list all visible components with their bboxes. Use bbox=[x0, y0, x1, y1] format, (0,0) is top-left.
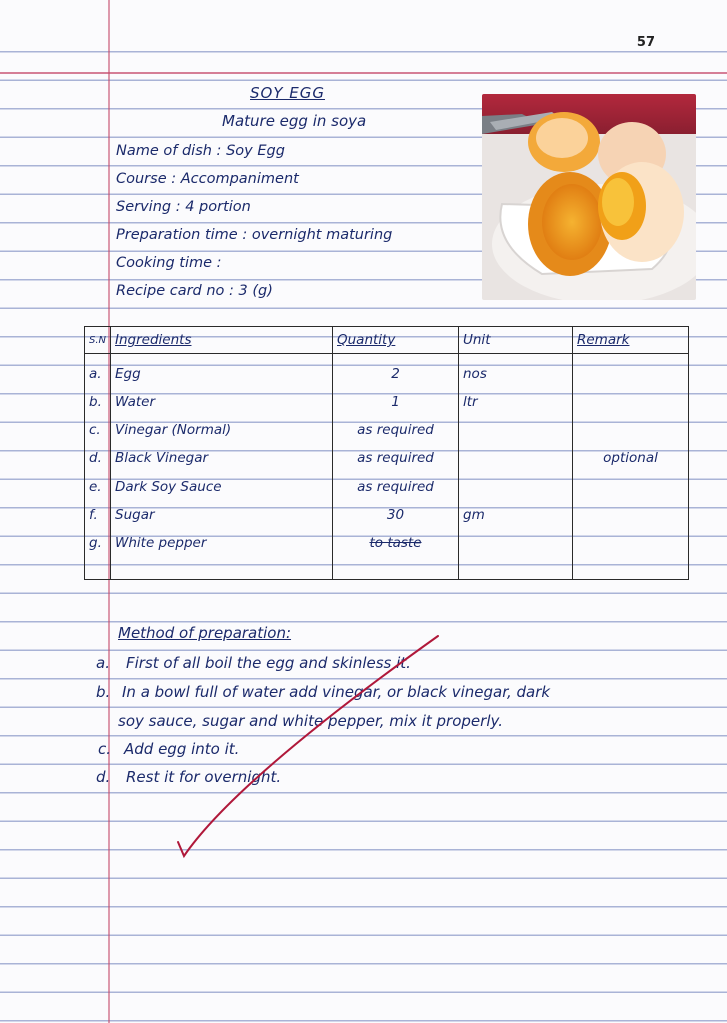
method-step-text: In a bowl full of water add vinegar, or black vinegar, dark bbox=[122, 683, 551, 701]
method-step-text: First of all boil the egg and skinless it. bbox=[126, 654, 411, 672]
info-label: Preparation time bbox=[116, 227, 238, 243]
row-quantity: as required bbox=[333, 410, 459, 438]
row-remark bbox=[573, 466, 689, 494]
info-course: Course : Accompaniment bbox=[116, 171, 299, 187]
row-unit bbox=[459, 523, 573, 551]
row-unit bbox=[459, 410, 573, 438]
info-value: Accompaniment bbox=[180, 171, 299, 187]
method-step-marker: d. bbox=[96, 768, 111, 786]
method-step-marker: a. bbox=[96, 654, 110, 672]
header-remark: Remark bbox=[573, 327, 689, 354]
table-row bbox=[85, 382, 689, 410]
row-remark: optional bbox=[573, 438, 689, 466]
page-title: SOY EGG bbox=[250, 84, 325, 102]
row-ingredient: Egg bbox=[111, 354, 333, 383]
row-remark bbox=[573, 495, 689, 523]
table-row bbox=[85, 466, 689, 494]
row-remark bbox=[573, 354, 689, 383]
method-step-continuation: soy sauce, sugar and white pepper, mix it properly. bbox=[118, 712, 503, 730]
table-row bbox=[85, 523, 689, 551]
info-name-of-dish: Name of dish : Soy Egg bbox=[116, 143, 285, 159]
row-ingredient: White pepper bbox=[111, 523, 333, 551]
row-sn: a. bbox=[85, 354, 111, 383]
row-quantity: 2 bbox=[333, 354, 459, 383]
ingredients-table bbox=[84, 326, 689, 580]
row-sn: d. bbox=[85, 438, 111, 466]
row-quantity: 1 bbox=[333, 382, 459, 410]
row-quantity: as required bbox=[333, 438, 459, 466]
row-sn: g. bbox=[85, 523, 111, 551]
table-row bbox=[85, 495, 689, 523]
row-quantity: as required bbox=[333, 466, 459, 494]
header-sn: S.N bbox=[85, 327, 111, 354]
row-ingredient: Water bbox=[111, 382, 333, 410]
row-ingredient: Sugar bbox=[111, 495, 333, 523]
table-row bbox=[85, 438, 689, 466]
row-sn: b. bbox=[85, 382, 111, 410]
info-serving: Serving : 4 portion bbox=[116, 199, 251, 215]
row-sn: c. bbox=[85, 410, 111, 438]
row-unit: gm bbox=[459, 495, 573, 523]
table-row bbox=[85, 354, 689, 383]
method-step-marker: b. bbox=[96, 683, 111, 701]
info-label: Cooking time bbox=[116, 255, 213, 271]
method-step-text: Add egg into it. bbox=[124, 740, 240, 758]
row-ingredient: Dark Soy Sauce bbox=[111, 466, 333, 494]
method-step-text: Rest it for overnight. bbox=[126, 768, 282, 786]
row-ingredient: Black Vinegar bbox=[111, 438, 333, 466]
header-quantity: Quantity bbox=[333, 327, 459, 354]
soy-egg-photo bbox=[482, 94, 696, 300]
header-unit: Unit bbox=[459, 327, 573, 354]
row-remark bbox=[573, 382, 689, 410]
row-remark bbox=[573, 410, 689, 438]
info-label: Name of dish bbox=[116, 143, 212, 159]
method-heading: Method of preparation: bbox=[118, 624, 292, 642]
info-recipe-card-no: Recipe card no : 3 (g) bbox=[116, 283, 273, 299]
row-quantity: 30 bbox=[333, 495, 459, 523]
table-header-row bbox=[85, 327, 689, 354]
row-unit: ltr bbox=[459, 382, 573, 410]
row-remark bbox=[573, 523, 689, 551]
info-value: 4 portion bbox=[185, 199, 251, 215]
info-label: Serving bbox=[116, 199, 172, 215]
row-sn: f. bbox=[85, 495, 111, 523]
header-ingredients: Ingredients bbox=[111, 327, 333, 354]
row-unit bbox=[459, 438, 573, 466]
soy-egg-illustration bbox=[482, 94, 696, 300]
row-ingredient: Vinegar (Normal) bbox=[111, 410, 333, 438]
table-row-blank bbox=[85, 551, 689, 580]
page-subtitle: Mature egg in soya bbox=[222, 112, 367, 130]
info-preparation-time: Preparation time : overnight maturing bbox=[116, 227, 393, 243]
info-cooking-time: Cooking time : bbox=[116, 255, 222, 271]
info-label: Course bbox=[116, 171, 167, 187]
row-sn: e. bbox=[85, 466, 111, 494]
info-value: 3 (g) bbox=[238, 283, 273, 299]
row-unit bbox=[459, 466, 573, 494]
checkmark-icon bbox=[176, 630, 446, 870]
method-step-marker: c. bbox=[98, 740, 112, 758]
info-value: Soy Egg bbox=[226, 143, 285, 159]
info-label: Recipe card no bbox=[116, 283, 225, 299]
info-value: overnight maturing bbox=[251, 227, 393, 243]
page-number: 57 bbox=[636, 35, 655, 50]
row-quantity: to taste bbox=[333, 523, 459, 551]
row-unit: nos bbox=[459, 354, 573, 383]
table-row bbox=[85, 410, 689, 438]
